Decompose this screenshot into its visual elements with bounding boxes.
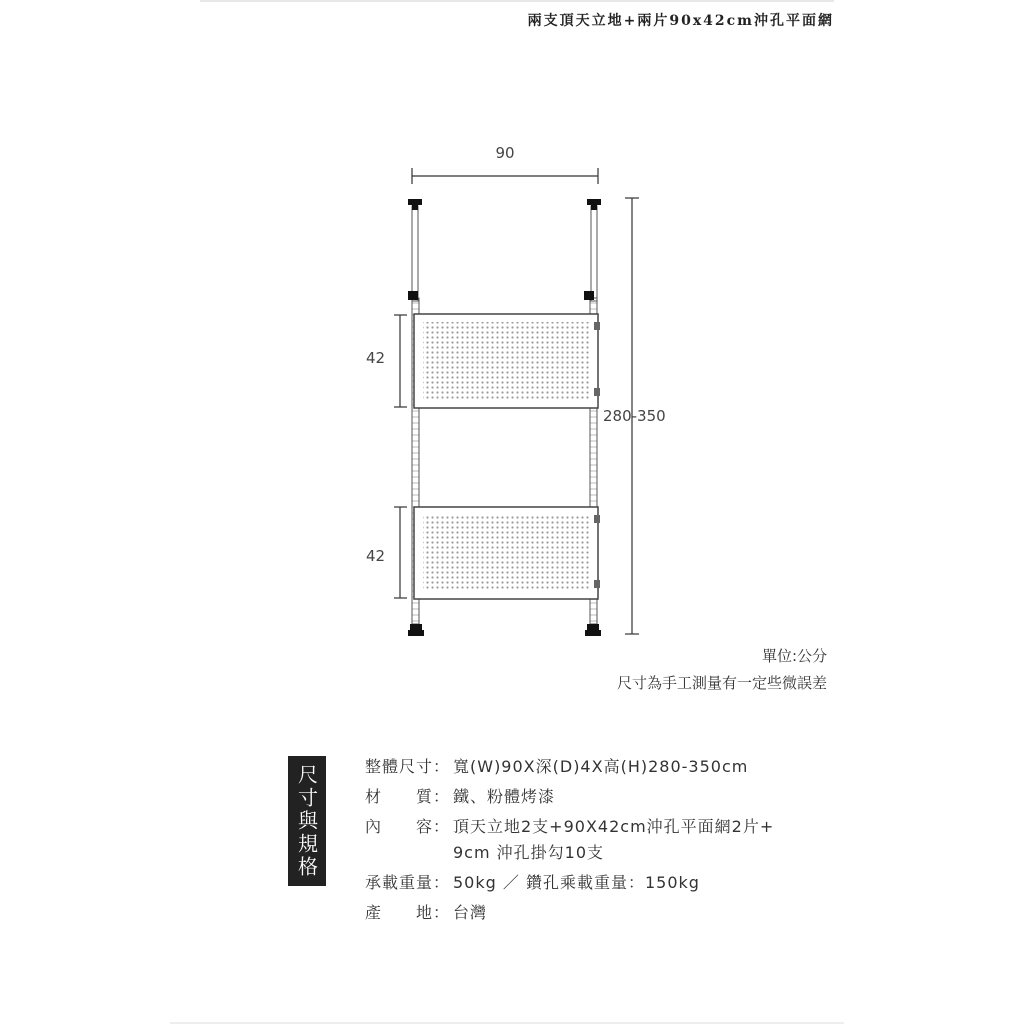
- spec-key: 產 地：: [365, 903, 451, 922]
- spec-row-origin: [365, 900, 774, 926]
- measurement-disclaimer: 尺寸為手工測量有一定些微誤差: [616, 674, 827, 692]
- bottom-panel-height-dimension: [394, 507, 407, 598]
- spec-row-material: [365, 784, 774, 810]
- spec-value: [453, 814, 774, 866]
- spec-key: 整體尺寸：: [365, 757, 451, 776]
- width-label: 90: [495, 144, 515, 162]
- page-title: 兩支頂天立地+兩片90x42cm沖孔平面網: [527, 13, 834, 29]
- spec-value: 50kg ／ 鑽孔乘載重量：150kg: [453, 873, 700, 892]
- width-dimension-line: [412, 168, 598, 184]
- spec-row-load: [365, 870, 774, 896]
- spec-heading-box: [288, 756, 326, 886]
- spec-value: 寬(W)90X深(D)4X高(H)280-350cm: [453, 757, 749, 776]
- top-panel-height-dimension: [394, 315, 407, 407]
- spec-row-size: [365, 754, 774, 780]
- top-pegboard-panel: [414, 314, 600, 408]
- spec-value-line1: 頂天立地2支+90X42cm沖孔平面網2片+: [453, 817, 775, 836]
- spec-row-contents: [365, 814, 774, 866]
- spec-key: 材 質：: [365, 787, 451, 806]
- spec-heading: 尺寸與規格: [294, 763, 319, 879]
- spec-value: 鐵、粉體烤漆: [453, 787, 556, 806]
- bottom-pegboard-panel: [414, 507, 600, 599]
- top-panel-height-label: 42: [366, 349, 386, 367]
- bottom-panel-height-label: 42: [366, 547, 386, 565]
- spec-list: [365, 754, 774, 930]
- unit-note: 單位:公分: [761, 647, 827, 665]
- spec-key: 內 容：: [365, 817, 451, 836]
- total-height-label: 280-350: [603, 407, 666, 425]
- spec-value: 台灣: [453, 903, 488, 922]
- spec-value-line2: 9cm 沖孔掛勾10支: [453, 843, 605, 862]
- spec-key: 承載重量：: [365, 873, 451, 892]
